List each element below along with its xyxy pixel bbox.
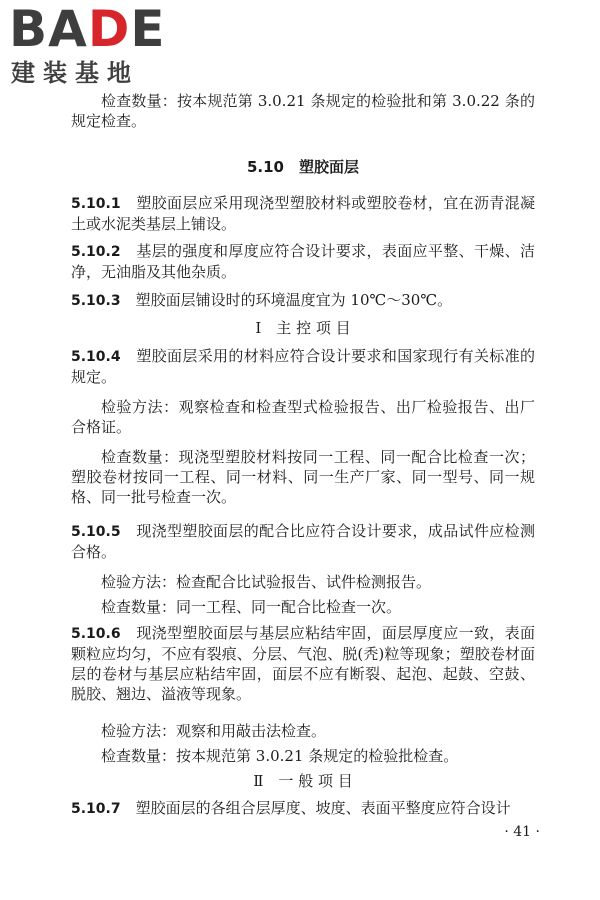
clause-5-10-5-qty: 检查数量：同一工程、同一配合比检查一次。 (101, 598, 402, 616)
clause-text: 塑胶面层应采用现浇型塑胶材料或塑胶卷材，宜在沥青混凝土或水泥类基层上铺设。 (71, 194, 535, 233)
logo-subtitle: 建装基地 (11, 59, 139, 87)
paragraph-inspection-qty-prev: 检查数量：按本规范第 3.0.21 条规定的检验批和第 3.0.22 条的规定检查。 (71, 92, 535, 130)
clause-text: 塑胶面层采用的材料应符合设计要求和国家现行有关标准的规定。 (71, 347, 535, 386)
page-number: · 41 · (504, 824, 540, 840)
clause-5-10-5-method: 检验方法：检查配合比试验报告、试件检测报告。 (101, 573, 432, 591)
clause-5-10-4-method: 检验方法：观察检查和检查型式检验报告、出厂检验报告、出厂合格证。 (71, 398, 535, 436)
logo-wordmark: BADE (9, 0, 166, 58)
section-title: 5.10 塑胶面层 (246, 158, 359, 176)
clause-5-10-2 (71, 241, 535, 282)
clause-number: 5.10.6 (71, 626, 121, 642)
clause-5-10-4 (71, 346, 535, 387)
clause-number: 5.10.1 (71, 196, 121, 212)
clause-5-10-6 (71, 623, 535, 704)
clause-number: 5.10.5 (71, 524, 121, 540)
clause-5-10-3 (71, 290, 452, 311)
subsection-main-control: Ⅰ 主 控 项 目 (255, 319, 351, 337)
clause-text: 现浇型塑胶面层与基层应粘结牢固，面层厚度应一致，表面颗粒应均匀，不应有裂痕、分层、气泡、脱(秃)粒等现象；塑胶卷材面层的卷材与基层应粘结牢固，面层不应有断裂、起泡、起鼓、空鼓、脱胶、翘边、溢液等现象。 (71, 624, 535, 703)
clause-5-10-1 (71, 193, 535, 234)
clause-number: 5.10.7 (71, 801, 121, 817)
clause-text: 基层的强度和厚度应符合设计要求，表面应平整、干燥、洁净，无油脂及其他杂质。 (71, 242, 535, 281)
clause-text: 现浇型塑胶面层的配合比应符合设计要求，成品试件应检测合格。 (71, 522, 535, 561)
subsection-general: Ⅱ 一 般 项 目 (253, 772, 353, 790)
clause-5-10-7 (71, 798, 511, 819)
clause-text: 塑胶面层的各组合层厚度、坡度、表面平整度应符合设计 (135, 799, 511, 817)
clause-5-10-6-qty: 检查数量：按本规范第 3.0.21 条规定的检验批检查。 (101, 747, 459, 765)
clause-number: 5.10.4 (71, 349, 121, 365)
clause-5-10-6-method: 检验方法：观察和用敲击法检查。 (101, 722, 327, 740)
clause-number: 5.10.2 (71, 244, 121, 260)
bade-logo (9, 0, 179, 90)
clause-text: 塑胶面层铺设时的环境温度宜为 10℃～30℃。 (135, 291, 453, 309)
clause-5-10-5 (71, 521, 535, 562)
clause-number: 5.10.3 (71, 293, 121, 309)
clause-5-10-4-qty: 检查数量：现浇型塑胶材料按同一工程、同一配合比检查一次；塑胶卷材按同一工程、同一材料、同一生产厂家、同一型号、同一规格、同一批号检查一次。 (71, 448, 535, 506)
